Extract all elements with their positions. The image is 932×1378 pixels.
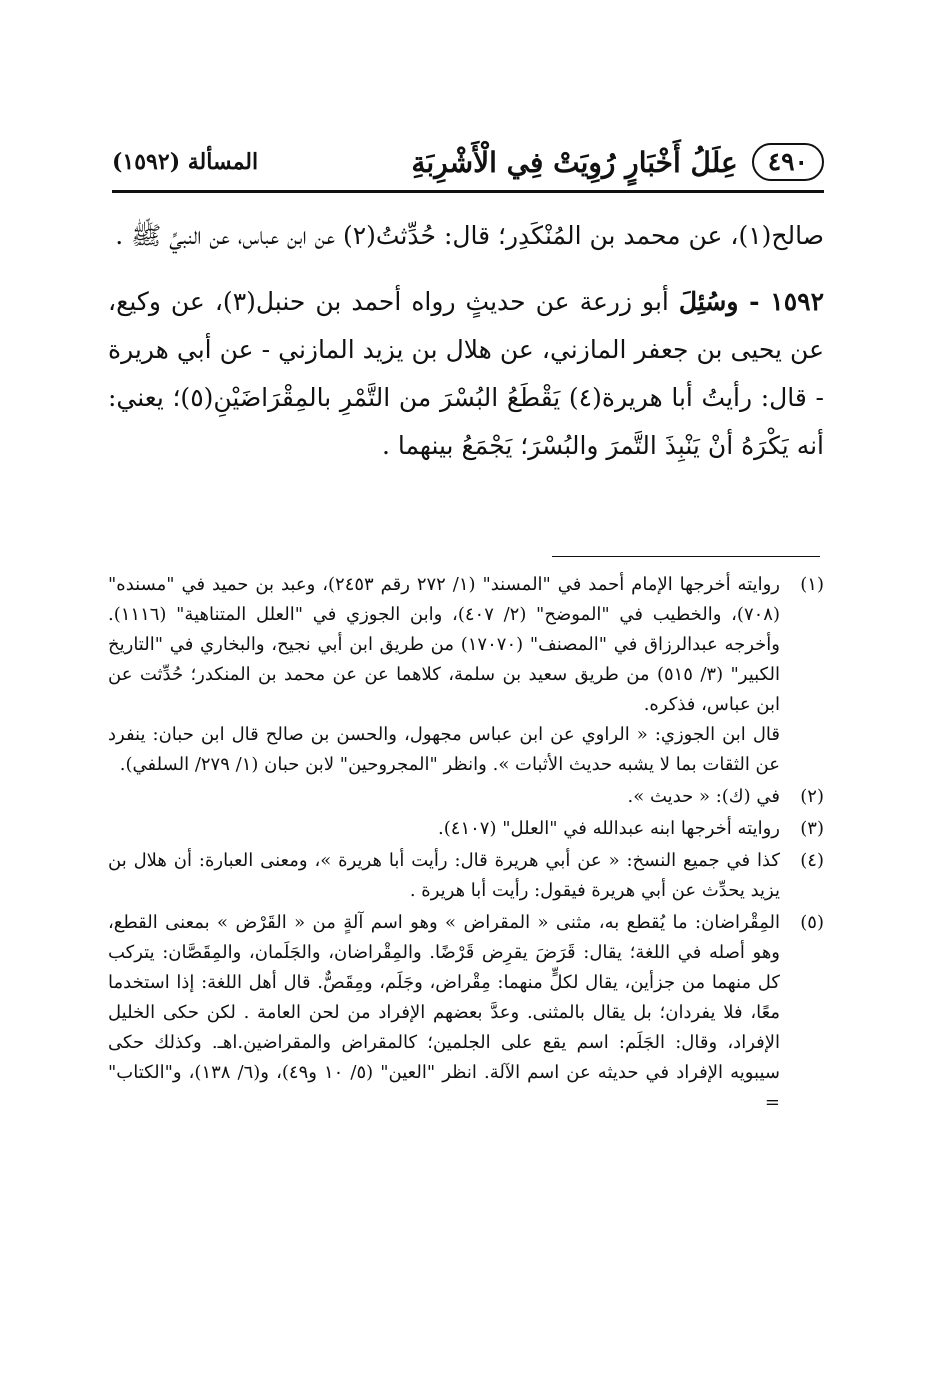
footnote-3 — [108, 814, 824, 844]
question-paragraph — [108, 278, 824, 470]
footnote-divider — [552, 556, 820, 557]
issue-label: المسألة (١٥٩٢) — [112, 149, 259, 175]
footnote-line: روايته أخرجها الإمام أحمد في "المسند" (١/ ٢٧٢ رقم ٢٤٥٣)، وعبد بن حميد في "مسنده" (٧٠٨)، والخطيب في "الموضح" (٢/ ٤٠٧)، وابن الجوزي في "العلل المتناهية" (١١١٦). وأخرجه عبدالرزاق في "المصنف" (١٧٠٧٠) من طريق ابن أبي نجيح، والبخاري في "التاريخ الكبير" (٣/ ٥١٥) من طريق سعيد بن سلمة، كلاهما عن عن محمد بن المنكدر؛ حُدِّثت عن ابن عباس، فذكره. — [108, 574, 780, 715]
book-title: عِلَلُ أَخْبَارٍ رُوِيَتْ فِي الْأَشْرِبَةِ — [411, 145, 738, 179]
page-number: ٤٩٠ — [752, 143, 824, 181]
footnote-number: (٣) — [800, 818, 824, 839]
question-text: أبو زرعة عن حديثٍ رواه أحمد بن حنبل(٣)، عن وكيع، عن يحيى بن جعفر المازني، عن هلال بن يزيد المازني - عن أبي هريرة - قال: رأيتُ أبا هريرة(٤) يَقْطَعُ البُسْرَ من التَّمْرِ بالمِقْرَاضَيْنِ(٥)؛ يعني: أنه يَكْرَهُ أنْ يَنْبِذَ التَّمرَ والبُسْرَ؛ يَجْمَعُ بينهما . — [108, 287, 824, 460]
footnote-line: في (ك): « حديث ». — [627, 786, 780, 807]
footnote-line: روايته أخرجها ابنه عبدالله في "العلل" (٤١٠٧). — [438, 818, 780, 839]
footnote-line: المِقْراضان: ما يُقطع به، مثنى « المقراض » وهو اسم آلةٍ من « القَرْض » بمعنى القطع، وهو أصله في اللغة؛ يقال: قَرَضَ يقرِض قَرْضًا. والمِقْراضان، والجَلَمان، والمِقَصَّان: يتركب كل منهما من جزأين، يقال لكلٍّ منهما: مِقْراض، وجَلَم، ومِقَصٌّ. قال أهل اللغة: إذا استخدما معًا، فلا يفردان؛ بل يقال بالمثنى. وعدَّ بعضهم الإفراد من لحن العامة . لكن حكى الخليل الإفراد، وقال: الجَلَم: اسم يقع على الجلمين؛ كالمقراض والمقراضين.اهـ. وكذلك حكى سيبويه الإفراد في حديثه عن اسم الآلة. انظر "العين" (٥/ ١٠ و٤٩)، و(٦/ ١٣٨)، و"الكتاب" = — [108, 912, 780, 1113]
footnote-number: (٥) — [800, 912, 824, 933]
footnote-line: قال ابن الجوزي: « الراوي عن ابن عباس مجهول، والحسن بن صالح قال ابن حبان: ينفرد عن الثقات بما لا يشبه حديث الأثبات ». وانظر "المجروحين" لابن حبان (١/ ٢٧٩/ السلفي). — [108, 724, 780, 775]
footnote-line: كذا في جميع النسخ: « عن أبي هريرة قال: رأيت أبا هريرة »، ومعنى العبارة: أن هلال بن يزيد يحدِّث عن أبي هريرة فيقول: رأيت أبا هريرة . — [108, 850, 780, 901]
header-title-group — [411, 143, 824, 181]
question-number: ١٥٩٢ - وسُئِلَ — [678, 287, 825, 316]
header-divider — [112, 190, 824, 193]
footnote-5 — [108, 908, 824, 1118]
footnote-body — [108, 814, 780, 844]
footnote-1 — [108, 570, 824, 780]
footnote-body — [108, 570, 780, 780]
footnote-body — [108, 846, 780, 906]
footnote-4 — [108, 846, 824, 906]
running-header — [112, 138, 824, 186]
continuation-paragraph: صالح(١)، عن محمد بن المُنْكَدِر؛ قال: حُدِّثتُ(٢) عن ابن عباس، عن النبيِّ ﷺ . — [115, 221, 824, 250]
footnote-number: (١) — [800, 574, 824, 595]
footnote-number: (٢) — [800, 786, 824, 807]
footnote-body — [108, 782, 780, 812]
footnotes — [108, 570, 824, 1120]
footnote-number: (٤) — [800, 850, 824, 871]
footnote-body — [108, 908, 780, 1118]
main-text — [108, 212, 824, 474]
footnote-2 — [108, 782, 824, 812]
